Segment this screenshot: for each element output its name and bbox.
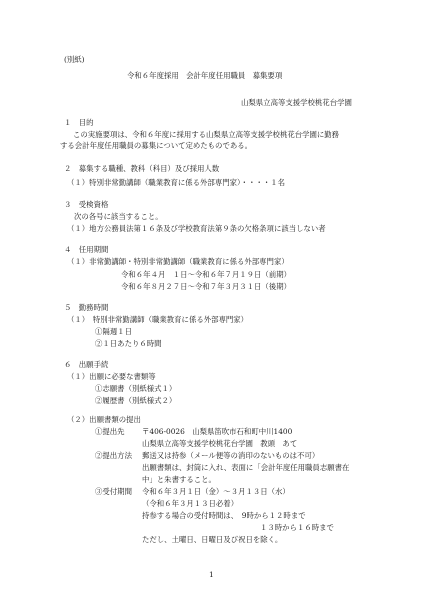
- submission-method-line-3: 中」と朱書すること。: [142, 475, 216, 484]
- section-4-heading: ４ 任用期間: [64, 245, 109, 254]
- submission-destination-recipient: 山梨県立高等支援学校桃花台学園 教頭 あて: [142, 439, 298, 448]
- section-6-heading: ６ 出願手続: [64, 360, 109, 369]
- issuer-name: 山梨県立高等支援学校桃花台学園: [241, 98, 352, 107]
- section-6-item-1: （１）出願に必要な書類等: [67, 372, 156, 381]
- section-1-heading: １ 目的: [64, 118, 94, 127]
- document-title: 令和６年度採用 会計年度任用職員 募集要項: [127, 71, 283, 80]
- submission-destination-address: 〒406-0026 山梨県笛吹市石和町中川1400: [142, 427, 293, 436]
- submission-destination-label: ①提出先: [95, 427, 125, 436]
- submission-method-label: ②提出方法: [95, 451, 132, 460]
- section-2-heading: ２ 募集する職種、教科（科目）及び採用人数: [64, 164, 220, 173]
- section-5-item-1: （１） 特別非常勤講師（職業教育に係る外部専門家）: [67, 315, 249, 324]
- reception-period-deadline: （令和６年３月１３日必着）: [142, 499, 239, 508]
- reception-exclusion-note: ただし、土曜日、日曜日及び祝日を除く。: [142, 535, 283, 544]
- section-6-item-1-sub-2: ②履歴書（別紙様式２）: [95, 396, 177, 405]
- section-5-heading: ５ 勤務時間: [64, 303, 109, 312]
- section-5-sub-2: ②１日あたり６時間: [95, 339, 162, 348]
- reception-hours-morning: 持参する場合の受付時間は、 9時から１２時まで: [142, 511, 306, 520]
- section-4-period-2: 令和６年８月２７日～令和７年３月３１日（後期）: [121, 282, 291, 291]
- section-1-text-line-2: する会計年度任用職員の募集について定めたものである。: [60, 141, 253, 150]
- section-3-text: 次の各号に該当すること。: [74, 212, 163, 221]
- submission-method-line-1: 郵送又は持参（メール便等の消印のないものは不可）: [142, 451, 320, 460]
- reception-period-label: ③受付期間: [95, 487, 132, 496]
- section-1-text-line-1: この実施要項は、令和６年度に採用する山梨県立高等支援学校桃花台学園に勤務: [73, 130, 340, 139]
- reception-hours-afternoon: １３時から１６時まで: [260, 523, 334, 532]
- section-3-item-1: （１）地方公務員法第１６条及び学校教育法第９条の欠格条項に該当しない者: [67, 224, 326, 233]
- reception-period-dates: 令和６年３月１日（金）～３月１３日（水）: [142, 487, 290, 496]
- section-2-item-1: （１）特別非常勤講師（職業教育に係る外部専門家）・・・・１名: [67, 178, 286, 187]
- section-4-period-1: 令和６年４月 １日～令和６年７月１９日（前期）: [121, 270, 291, 279]
- section-4-item-1: （１）非常勤講師・特別非常勤講師（職業教育に係る外部専門家）: [67, 257, 289, 266]
- section-6-item-2: （２）出願書類の提出: [67, 415, 141, 424]
- section-5-sub-1: ①隔週１日: [95, 327, 132, 336]
- section-6-item-1-sub-1: ①志願書（別紙様式１）: [95, 384, 177, 393]
- page-number: 1: [209, 570, 214, 579]
- section-3-heading: ３ 受検資格: [64, 200, 109, 209]
- attachment-tag: (別紙): [64, 55, 85, 64]
- submission-method-line-2: 出願書類は、封筒に入れ、表面に「会計年度任用職員志願書在: [142, 463, 350, 472]
